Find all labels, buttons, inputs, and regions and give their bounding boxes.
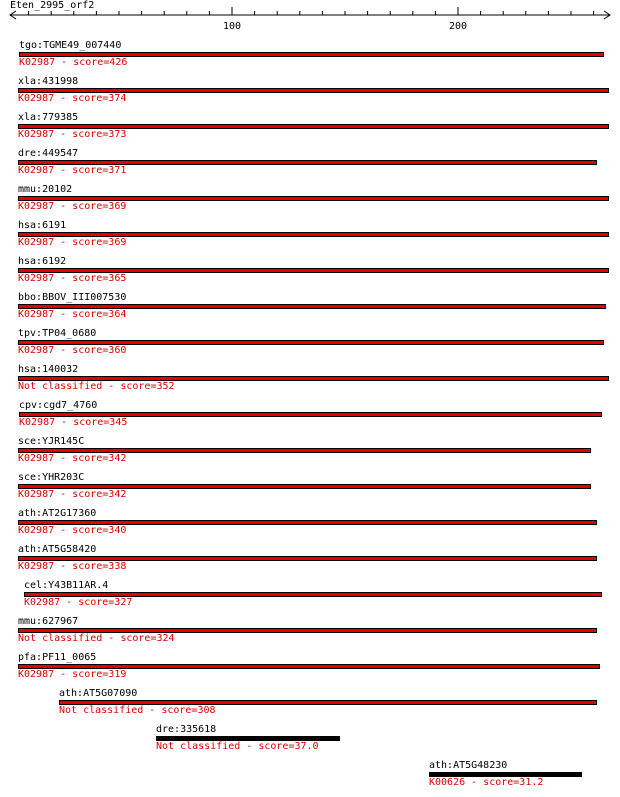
hit-name[interactable]: hsa:140032 (18, 364, 79, 375)
hit-classification[interactable]: K02987 - score=371 (18, 165, 127, 176)
hit-classification[interactable]: K02987 - score=345 (19, 417, 128, 428)
hit-classification[interactable]: K02987 - score=340 (18, 525, 127, 536)
hit-name[interactable]: mmu:20102 (18, 184, 73, 195)
position-ruler (0, 0, 620, 40)
hit-name[interactable]: ath:AT5G58420 (18, 544, 97, 555)
hit-name[interactable]: sce:YJR145C (18, 436, 85, 447)
hit-name[interactable]: xla:431998 (18, 76, 79, 87)
hit-classification[interactable]: K02987 - score=426 (19, 57, 128, 68)
hit-name[interactable]: tpv:TP04_0680 (18, 328, 97, 339)
hit-name[interactable]: dre:449547 (18, 148, 79, 159)
hit-classification[interactable]: K02987 - score=374 (18, 93, 127, 104)
hit-classification[interactable]: Not classified - score=37.0 (156, 741, 319, 752)
hit-name[interactable]: bbo:BBOV_III007530 (18, 292, 127, 303)
hit-name[interactable]: ath:AT2G17360 (18, 508, 97, 519)
hit-classification[interactable]: K02987 - score=319 (18, 669, 127, 680)
hit-name[interactable]: hsa:6192 (18, 256, 67, 267)
hit-classification[interactable]: K02987 - score=369 (18, 201, 127, 212)
ruler-tick-label-100: 100 (222, 21, 242, 32)
ruler-minor-ticks (29, 7, 594, 15)
hit-name[interactable]: dre:335618 (156, 724, 217, 735)
hit-name[interactable]: pfa:PF11_0065 (18, 652, 97, 663)
hit-name[interactable]: mmu:627967 (18, 616, 79, 627)
hit-classification[interactable]: K02987 - score=342 (18, 453, 127, 464)
hit-name[interactable]: xla:779385 (18, 112, 79, 123)
hit-classification[interactable]: K02987 - score=327 (24, 597, 133, 608)
hit-name[interactable]: sce:YHR203C (18, 472, 85, 483)
hit-classification[interactable]: K02987 - score=369 (18, 237, 127, 248)
hit-classification[interactable]: K00626 - score=31.2 (429, 777, 544, 788)
hit-classification[interactable]: K02987 - score=360 (18, 345, 127, 356)
hit-name[interactable]: cpv:cgd7_4760 (19, 400, 98, 411)
hit-classification[interactable]: K02987 - score=338 (18, 561, 127, 572)
hit-classification[interactable]: Not classified - score=352 (18, 381, 175, 392)
hit-classification[interactable]: K02987 - score=364 (18, 309, 127, 320)
hit-name[interactable]: cel:Y43B11AR.4 (24, 580, 109, 591)
hit-name[interactable]: ath:AT5G48230 (429, 760, 508, 771)
hit-classification[interactable]: Not classified - score=308 (59, 705, 216, 716)
hit-name[interactable]: ath:AT5G07090 (59, 688, 138, 699)
hit-classification[interactable]: K02987 - score=365 (18, 273, 127, 284)
hit-name[interactable]: tgo:TGME49_007440 (19, 40, 122, 51)
hit-classification[interactable]: K02987 - score=373 (18, 129, 127, 140)
query-title: Eten_2995_orf2 (10, 0, 95, 11)
ruler-tick-label-200: 200 (448, 21, 468, 32)
hit-classification[interactable]: K02987 - score=342 (18, 489, 127, 500)
hit-name[interactable]: hsa:6191 (18, 220, 67, 231)
hit-classification[interactable]: Not classified - score=324 (18, 633, 175, 644)
